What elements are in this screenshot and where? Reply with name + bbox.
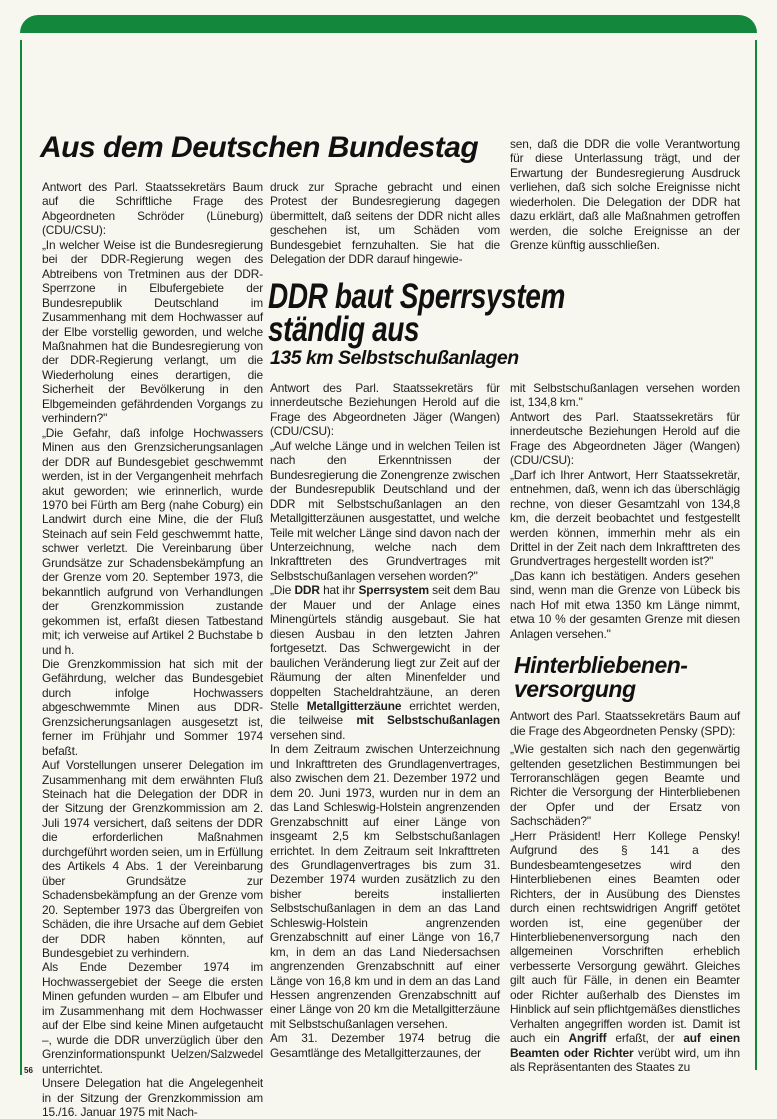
paragraph: [270, 742, 500, 1031]
text-segment: „Das kann ich bestätigen. Anders gesehen sind, wenn man die Grenze von Lübeck bis nach Hof mit etwa 1350 km Länge nimmt, etwa 10 % der gesamten Grenze mit diesen Anlagen versehen.": [510, 568, 740, 641]
paragraph: [42, 758, 263, 960]
text-segment: druck zur Sprache gebracht und einen Protest der Bundesregierung dagegen übermittelt, daß seitens der DDR nicht alles geschehen ist, um Schäden vom Bundesgebiet fernzuhalten. Sie hat die Delegation der DDR darauf hingewie-: [270, 180, 500, 267]
bold-text-segment: DDR: [294, 583, 320, 598]
page-frame-left-rule: [20, 40, 22, 1075]
article2-subheadline: 135 km Selbstschußanlagen: [270, 347, 519, 369]
article2-headline: [268, 277, 713, 349]
text-segment: Antwort des Parl. Staatssekretärs Baum auf die Schriftliche Frage des Abgeordneten Schröder (Lüneburg) (CDU/CSU):: [42, 180, 263, 238]
article3-column: [510, 709, 740, 1074]
article1-column2: [270, 180, 500, 267]
paragraph: [42, 238, 263, 426]
bold-text-segment: mit Selbstschußanlagen: [356, 713, 500, 728]
text-segment: Antwort des Parl. Staatssekretärs Baum auf die Frage des Abgeordneten Pensky (SPD):: [510, 709, 740, 738]
text-segment: Als Ende Dezember 1974 im Hochwassergebiet der Seege die ersten Minen gefunden wurden – am Elbufer und im Zusammenhang mit dem Hochwasser auf der Elbe sind keine Minen aufgetaucht –, wurde die DDR unverzüglich über den Grenzinformationspunkt Uelzen/Salzwedel unterrichtet.: [42, 960, 263, 1076]
text-segment: errichtet werden, die teilweise: [270, 698, 500, 728]
section-title: Aus dem Deutschen Bundestag: [40, 131, 479, 164]
bold-text-segment: Metallgitterzäune: [306, 698, 402, 713]
paragraph: [510, 410, 740, 468]
text-segment: Am 31. Dezember 1974 betrug die Gesamtlänge des Metallgitterzaunes, der: [270, 1031, 500, 1060]
text-segment: Die Grenzkommission hat sich mit der Gefährdung, welcher das Bundesgebiet durch infolge Hochwassers abgeschwemmte Minen aus DDR-Grenzsicherungsanlagen ausgesetzt ist, ferner im Frühjahr und Sommer 1974 befaßt.: [42, 656, 263, 758]
text-segment: „Die Gefahr, daß infolge Hochwassers Minen aus den Grenzsicherungsanlagen der DDR auf Bundesgebiet geschwemmt werden, ist in der Vergangenheit mehrfach akut geworden; wie erinnerlich, wurde 1970 bei Fürth am Berg (nahe Coburg) ein Landwirt durch eine Mine, die der Fluß Steinach auf sein Feld geschwemmt hatte, schwer verletzt. Die Vereinbarung über Grundsätze zur Schadensbekämpfung an der Grenze vom 20. September 1973, die bekanntlich aufgrund von Verhandlungen der Grenzkommission zustande gekommen ist, erfaßt diesen Tatbestand mit; ich verweise auf Artikel 2 Buchstabe b und h.: [42, 425, 263, 657]
paragraph: [510, 709, 740, 738]
article3-headline-line2: versorgung: [514, 676, 636, 703]
text-segment: Antwort des Parl. Staatssekretärs für innerdeutsche Beziehungen Herold auf die Frage des Abgeordneten Jäger (Wangen) (CDU/CSU):: [510, 409, 740, 468]
paragraph: [42, 960, 263, 1076]
text-segment: Unsere Delegation hat die Angelegenheit in der Sitzung der Grenzkommission am 15./16. Januar 1975 mit Nach-: [42, 1076, 263, 1119]
paragraph: [510, 829, 740, 1075]
paragraph: [510, 468, 740, 569]
text-segment: Auf Vorstellungen unserer Delegation im Zusammenhang mit dem erwähnten Fluß Steinach hat die Delegation der DDR in der Sitzung der Grenzkommission am 2. Juli 1974 versichert, daß seitens der DDR die erforderlichen Maßnahmen durchgeführt worden seien, um in Erfüllung des Artikels 4 Abs. 1 der Vereinbarung über Grundsätze zur Schadensbekämpfung an der Grenze vom 20. September 1973 das Übergreifen von Schäden, die ihre Ursache auf dem Gebiet der DDR haben könnten, auf Bundesgebiet zu verhindern.: [42, 758, 263, 961]
bold-text-segment: Angriff: [568, 1031, 607, 1046]
text-segment: versehen sind.: [270, 727, 346, 742]
text-segment: mit Selbstschußanlagen versehen worden ist, 134,8 km.": [510, 381, 740, 410]
text-segment: „Darf ich Ihrer Antwort, Herr Staatssekretär, entnehmen, daß, wenn ich das überschlägig rechne, von dieser Gesamtzahl von 134,8 km, die derzeit beobachtet und festgestellt werden können, immerhin mehr als ein Drittel in der Zeit nach dem Inkrafttreten des Grundvertrages hergestellt worden ist?": [510, 467, 740, 569]
page-number: 56: [24, 1066, 33, 1075]
text-segment: hat ihr: [319, 583, 359, 598]
article1-column1: [42, 180, 263, 1119]
article3-headline: [514, 653, 740, 701]
paragraph: [270, 583, 500, 742]
article3-headline-line1: Hinterbliebenen-: [514, 652, 688, 679]
paragraph: [42, 426, 263, 657]
paragraph: [42, 180, 263, 238]
article2-headline-text: DDR baut Sperrsystem ständig aus: [268, 277, 565, 349]
paragraph: [270, 439, 500, 584]
text-segment: sen, daß die DDR die volle Verantwortung für diese Unterlassung trägt, und der Erwartung der Bundesregierung Ausdruck verliehen, daß sich solche Ereignisse nicht wiederholen. Die Delegation der DDR hat dazu erklärt, daß alle Maßnahmen getroffen werden, die solche Ereignisse an der Grenze künftig ausschließen.: [510, 137, 740, 253]
article2-column1: [270, 381, 500, 1060]
paragraph: [510, 569, 740, 641]
text-segment: In dem Zeitraum zwischen Unterzeichnung und Inkrafttreten des Grundlagenvertrages, also zwischen dem 21. Dezember 1972 und dem 20. Juni 1973, wurden nur in dem an das Land Schleswig-Holstein angrenzenden Grenzabschnitt auf einer Länge von insgeamt 2,5 km Selbstschußanlagen errichtet. In dem Zeitraum seit Inkrafttreten des Grundlagenvertrages bis zum 31. Dezember 1974 wurden zusätzlich zu den bisher bereits installierten Selbstschußanlagen in dem an das Land Schleswig-Holstein angrenzenden Grenzabschnitt auf einer Länge von 16,7 km, in dem an das Land Niedersachsen angrenzenden Grenzabschnitt auf einer Länge von 16,8 km und in dem an das Land Hessen angrenzenden Grenzabschnitt auf einer Länge von 20 km die Metallgitterzäune mit Selbstschußanlagen versehen.: [270, 742, 500, 1031]
paragraph: [510, 381, 740, 410]
page-frame-inner: [22, 33, 755, 53]
page-frame-top-band: [20, 15, 757, 33]
text-segment: erfaßt, der: [606, 1031, 684, 1046]
text-segment: Antwort des Parl. Staatssekretärs für innerdeutsche Beziehungen Herold auf die Frage des Abgeordneten Jäger (Wangen) (CDU/CSU):: [270, 381, 500, 439]
text-segment: seit dem Bau der Mauer und der Anlage eines Minengürtels ständig ausgebaut. Sie hat diesen Ausbau in den letzten Jahren fortgesetzt. Das Schwergewicht in der baulichen Veränderung liegt zur Zeit auf der Räumung der alten Minenfelder und doppelten Stacheldrahtzäune, an deren Stelle: [270, 583, 500, 713]
article2-column2: [510, 381, 740, 641]
paragraph: [510, 137, 740, 253]
paragraph: [270, 1031, 500, 1060]
text-segment: „Herr Präsident! Herr Kollege Pensky! Aufgrund des § 141 a des Bundesbeamtengesetzes wird den Hinterbliebenen eines Beamten oder Richters, der in Ausübung des Dienstes durch einen rechtswidrigen Angriff getötet worden ist, eine gegenüber der Hinterbliebenenversorgung nach den allgemeinen Vorschriften erheblich verbesserte Versorgung gewährt. Gleiches gilt auch für Fälle, in denen ein Beamter oder Richter außerhalb des Dienstes im Hinblick auf sein pflichtgemäßes dienstliches Verhalten angegriffen worden ist. Damit ist auch ein: [510, 828, 740, 1046]
paragraph: [270, 180, 500, 267]
bold-text-segment: Sperrsystem: [358, 583, 429, 598]
text-segment: „In welcher Weise ist die Bundesregierung bei der DDR-Regierung wegen des Abtreibens von Tretminen aus der DDR-Sperrzone in Elbufergebiete der Bundesrepublik Deutschland im Zusammenhang mit dem Hochwasser auf der Elbe vorstellig geworden, und welche Maßnahmen hat die Bundesregierung von der DDR-Regierung verlangt, um die Wiederholung eines derartigen, die Sicherheit der Bevölkerung in den Elbgemeinden gefährdenden Vorgangs zu verhindern?": [42, 237, 263, 426]
right-column-lower: [510, 381, 740, 1074]
text-segment: „Auf welche Länge und in welchen Teilen ist nach den Erkenntnissen der Bundesregierung die Zonengrenze zwischen der Bundesrepublik Deutschland und der DDR mit Selbstschußanlagen an den Metallgitterzäunen ausgestattet, und welche Teile mit welcher Länge sind davon nach der Unterzeichnung, welche nach dem Inkrafttreten des Grundvertrages mit Selbstschußanlagen versehen worden?": [270, 438, 500, 583]
paragraph: [42, 1076, 263, 1119]
paragraph: [510, 742, 740, 829]
text-segment: „Wie gestalten sich nach den gegenwärtig geltenden gesetzlichen Bestimmungen bei Terroranschlägen gegen Beamte und Richter die Versorgung der Hinterbliebenen der Opfer und der Ersatz von Sachschäden?": [510, 742, 740, 829]
paragraph: [42, 657, 263, 758]
bold-text-segment: auf einen Beamten oder Richter: [510, 1031, 740, 1060]
article1-column3: [510, 137, 740, 253]
page-frame-right-rule: [755, 40, 757, 1070]
text-segment: „Die: [270, 583, 295, 598]
paragraph: [270, 381, 500, 439]
text-segment: verübt wird, um ihn als Repräsentanten des Staates zu: [510, 1045, 740, 1075]
